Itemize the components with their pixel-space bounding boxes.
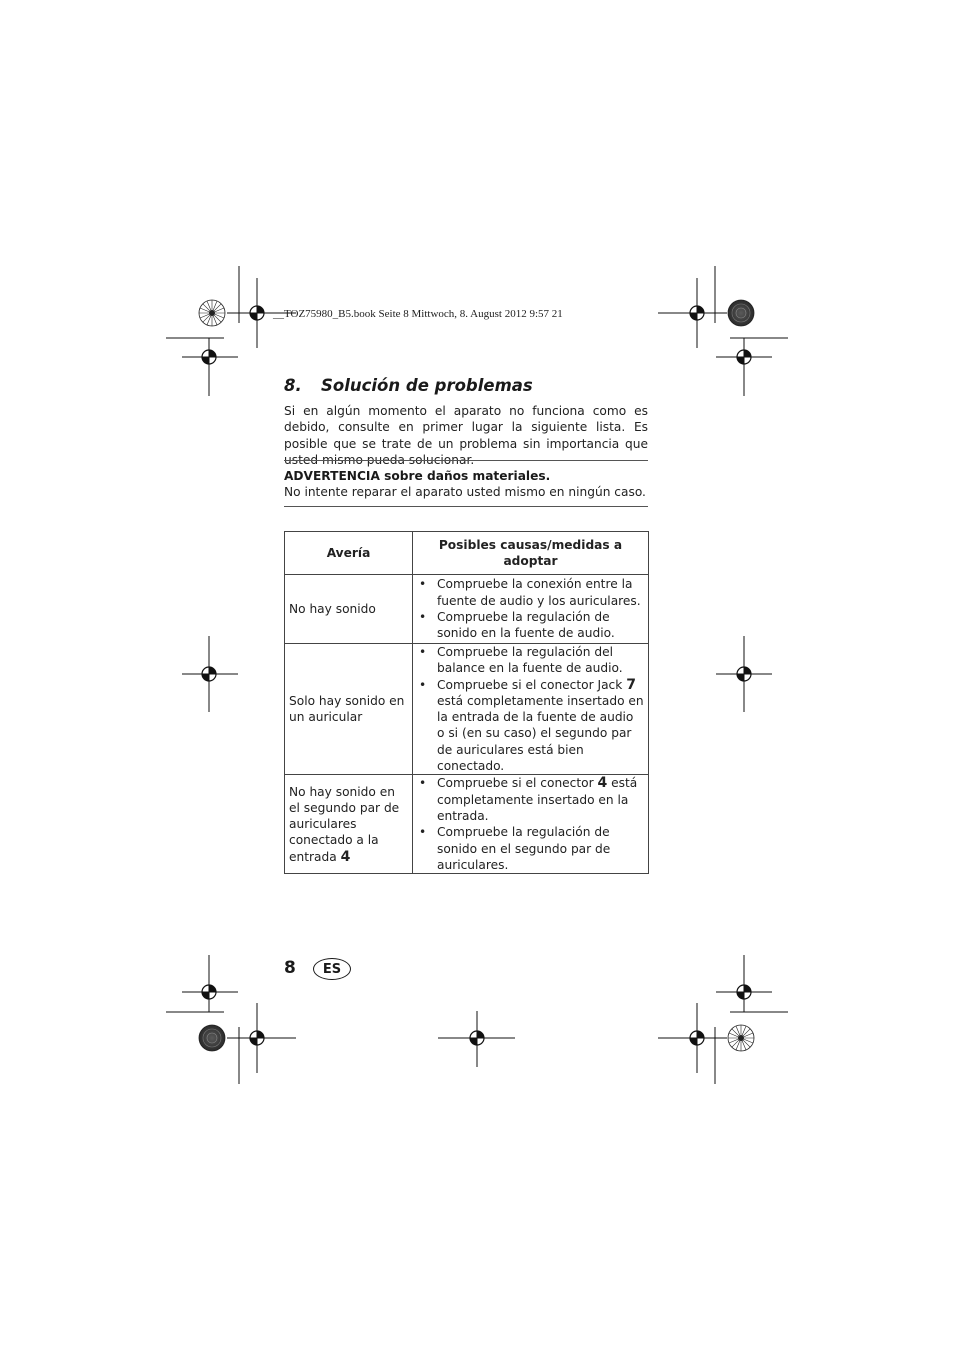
table-row	[285, 775, 649, 874]
table-row	[285, 575, 649, 644]
input-reference-number: 4	[340, 848, 351, 865]
causes-cell	[413, 575, 649, 644]
cause-text: Compruebe si el conector Jack	[437, 677, 623, 692]
causes-cell	[413, 775, 649, 874]
table-header-row	[285, 532, 649, 575]
warning-text: No intente reparar el aparato usted mismo en ningún caso.	[284, 485, 646, 499]
fault-cell: No hay sonido	[285, 575, 413, 644]
cause-text: Compruebe si el conector	[437, 776, 594, 791]
list-item: • Compruebe la regulación de sonido en el segundo par de auriculares.	[417, 824, 644, 873]
book-file-header: __TOZ75980_B5.book Seite 8 Mittwoch, 8. August 2012 9:57 21	[273, 308, 563, 320]
list-item: • Compruebe la regulación de sonido en la fuente de audio.	[417, 609, 644, 642]
list-item	[417, 677, 644, 775]
causes-cell	[413, 644, 649, 775]
causes-list	[417, 775, 644, 873]
list-item	[417, 775, 644, 824]
warning-top-rule	[284, 460, 648, 461]
intro-paragraph: Si en algún momento el aparato no funciona como es debido, consulte en primer lugar la siguiente lista. Es posible que se trate de un problema sin importancia que usted mismo pueda solucionar.	[284, 404, 648, 467]
fault-cell	[285, 775, 413, 874]
section-title-text: Solución de problemas	[321, 376, 533, 395]
troubleshooting-table	[284, 531, 649, 874]
fault-cell: Solo hay sonido en un auricular	[285, 644, 413, 775]
list-item: • Compruebe la regulación del balance en la fuente de audio.	[417, 644, 644, 677]
language-badge: ES	[313, 958, 351, 980]
header-fault: Avería	[285, 532, 413, 575]
connector-reference-number: 4	[597, 775, 608, 792]
cause-text-continued: está completamente insertado en la entrada.	[437, 776, 638, 823]
page-number: 8	[284, 958, 296, 978]
table-row	[285, 644, 649, 775]
header-causes: Posibles causas/medidas a adoptar	[413, 532, 649, 575]
warning-bottom-rule	[284, 506, 648, 507]
warning-title: ADVERTENCIA sobre daños materiales.	[284, 469, 551, 483]
cause-text-continued: está completamente insertado en la entrada de la fuente de audio o si (en su caso) el segundo par de auriculares está bien conectado.	[437, 693, 644, 774]
causes-list	[417, 644, 644, 774]
list-item: • Compruebe la conexión entre la fuente de audio y los auriculares.	[417, 576, 644, 609]
fault-text: No hay sonido en el segundo par de auriculares conectado a la entrada	[289, 784, 400, 864]
section-number: 8.	[284, 376, 302, 395]
jack-reference-number: 7	[626, 676, 636, 693]
section-title	[284, 376, 533, 395]
causes-list	[417, 576, 644, 641]
